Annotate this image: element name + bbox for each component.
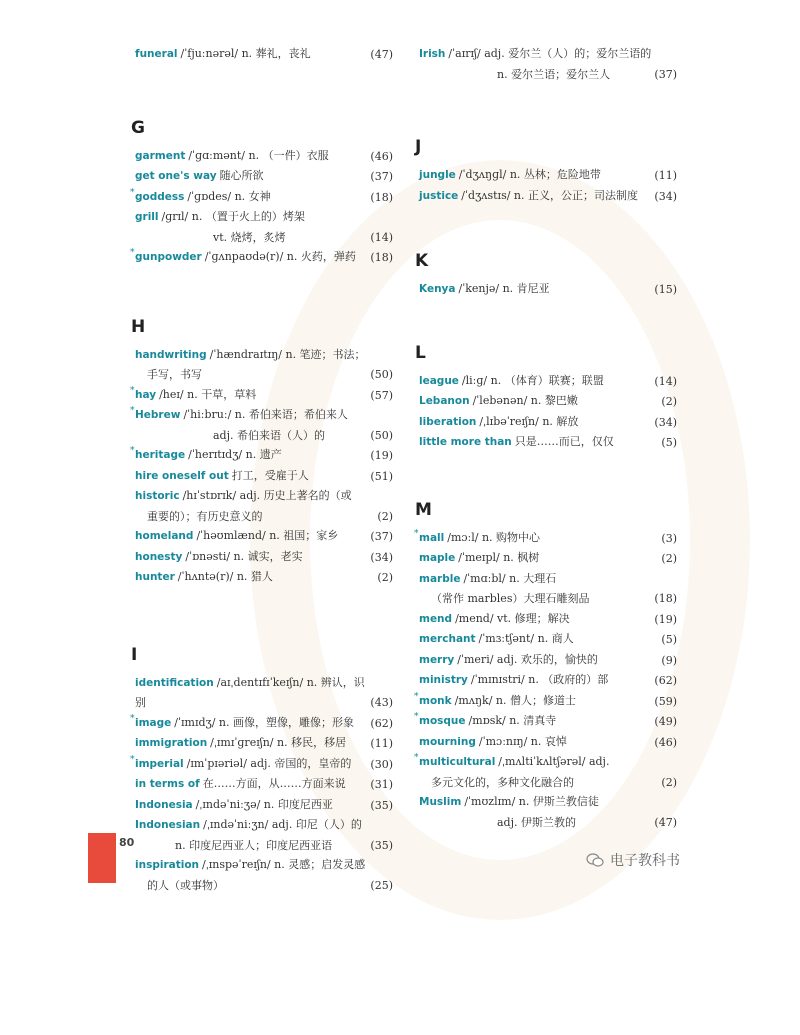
definition: /ˈmɔːnɪŋ/ n. 哀悼 — [478, 734, 567, 748]
definition: /mend/ vt. 修理；解决 — [455, 611, 570, 625]
page-reference: (18) — [370, 190, 393, 204]
wechat-icon — [586, 853, 604, 867]
glossary-entry — [130, 445, 393, 466]
glossary-entry — [419, 732, 677, 753]
glossary-entry — [419, 792, 677, 832]
brand-label: 电子教科书 — [610, 853, 680, 869]
glossary-entry — [419, 650, 677, 671]
glossary-entry — [419, 391, 677, 412]
glossary-entry — [414, 691, 677, 712]
brand-watermark — [586, 850, 680, 870]
headword: image — [135, 716, 172, 729]
headword: Indonesia — [135, 798, 193, 811]
glossary-entry — [419, 165, 677, 186]
section-k — [415, 250, 677, 300]
page-reference: (37) — [370, 170, 393, 183]
glossary-entry — [130, 405, 393, 445]
page-reference: (11) — [370, 737, 393, 750]
headword: Lebanon — [419, 395, 470, 407]
page-reference: (59) — [654, 694, 677, 708]
glossary-entry — [130, 713, 393, 734]
star-mark: * — [130, 406, 135, 416]
headword: monk — [419, 694, 452, 707]
definition: /ˈhiːbruː/ n. 希伯来语；希伯来人 — [183, 408, 348, 421]
headword: Indonesian — [135, 819, 201, 831]
definition: /ˈhəʊmlænd/ n. 祖国；家乡 — [196, 529, 339, 542]
glossary-entry — [135, 855, 393, 895]
headword: Irish — [419, 48, 446, 60]
right-column — [414, 44, 677, 832]
glossary-entry — [135, 146, 393, 167]
definition: /mɒsk/ n. 清真寺 — [468, 714, 557, 727]
glossary-entry — [419, 186, 677, 207]
glossary-entry — [135, 44, 393, 65]
definition: /ˈmʊzlɪm/ n. 伊斯兰教信徒 — [464, 795, 599, 808]
definition: 随心所欲 — [219, 169, 264, 182]
definition: /ˈaɪrɪʃ/ adj. 爱尔兰（人）的；爱尔兰语的 — [448, 47, 652, 60]
definition: /ˈmeɪpl/ n. 枫树 — [458, 551, 540, 564]
page-reference: (2) — [661, 552, 677, 565]
definition-continued: n. 爱尔兰语；爱尔兰人 — [497, 67, 611, 81]
page-reference: (51) — [370, 469, 393, 483]
section-letter: I — [131, 644, 138, 665]
glossary-entry — [414, 711, 677, 732]
definition: /aɪˌdentɪfɪˈkeɪʃn/ n. 辨认，识别 — [135, 675, 365, 709]
definition: /ˈmɑːbl/ n. 大理石 — [463, 571, 557, 585]
definition: /ɪmˈpɪəriəl/ adj. 帝国的，皇帝的 — [186, 756, 352, 770]
headword: hay — [135, 388, 157, 401]
glossary-entry — [419, 279, 677, 300]
glossary-entry — [135, 486, 393, 526]
glossary-entry — [135, 774, 393, 795]
definition-continued: 手写，书写 — [147, 368, 202, 381]
headword: heritage — [135, 449, 186, 461]
left-column — [130, 44, 393, 895]
glossary-entry — [419, 371, 677, 392]
headword: league — [419, 374, 459, 387]
glossary-entry — [135, 673, 393, 713]
glossary-entry — [419, 548, 677, 569]
page-reference: (5) — [661, 633, 677, 646]
page-reference: (47) — [370, 48, 393, 61]
definition: /ˌɪnspəˈreɪʃn/ n. 灵感；启发灵感 — [202, 858, 366, 871]
definition: /ˈmɪnɪstri/ n. （政府的）部 — [470, 673, 609, 686]
page-reference: (30) — [370, 757, 393, 771]
glossary-entry — [135, 733, 393, 754]
page-reference: (14) — [370, 230, 393, 244]
glossary-entry — [419, 44, 677, 84]
glossary-entry — [135, 795, 393, 816]
headword: jungle — [419, 169, 456, 181]
page-reference: (2) — [377, 509, 393, 523]
definition-continued: adj. 伊斯兰教的 — [497, 815, 577, 829]
headword: justice — [419, 189, 459, 202]
glossary-entry — [135, 547, 393, 568]
page-reference: (50) — [370, 428, 393, 442]
page-reference: (9) — [661, 653, 677, 667]
headword: hire oneself out — [135, 469, 229, 482]
section-top — [419, 44, 677, 84]
definition: /ˈɡɒdes/ n. 女神 — [187, 189, 271, 203]
glossary-entry — [419, 432, 677, 453]
section-l — [415, 342, 677, 453]
section-i — [130, 644, 393, 896]
headword: hunter — [135, 571, 175, 583]
star-mark: * — [130, 713, 135, 724]
definition: /ˈhændraɪtɪŋ/ n. 笔迹；书法； — [209, 347, 366, 361]
section-g — [130, 117, 393, 268]
page-reference: (2) — [377, 571, 393, 584]
definition: /liːɡ/ n. （体育）联赛；联盟 — [461, 373, 604, 387]
headword: little more than — [419, 436, 512, 448]
definition: /ˈmeri/ adj. 欢乐的，愉快的 — [457, 652, 598, 666]
headword: multicultural — [419, 756, 496, 768]
page-reference: (3) — [661, 531, 677, 545]
headword: get one's way — [135, 170, 217, 182]
headword: grill — [135, 211, 159, 223]
definition: /hɪˈstɒrɪk/ adj. 历史上著名的（或 — [182, 489, 352, 502]
page-reference: (18) — [370, 251, 393, 264]
page-reference: (25) — [370, 878, 393, 892]
headword: mosque — [419, 715, 466, 727]
page-reference: (46) — [654, 735, 677, 749]
page-reference: (11) — [654, 169, 677, 182]
page-reference: (19) — [654, 612, 677, 626]
glossary-entry — [135, 466, 393, 487]
definition: /ˈfjuːnərəl/ n. 葬礼，丧礼 — [180, 47, 311, 60]
glossary-entry — [135, 345, 393, 385]
definition: /ˈɡʌnpaʊdə(r)/ n. 火药，弹药 — [204, 250, 356, 263]
page-reference: (18) — [654, 592, 677, 605]
section-m — [414, 499, 677, 833]
page-reference: (62) — [370, 716, 393, 730]
headword: homeland — [135, 530, 194, 542]
page-reference: (31) — [370, 778, 393, 791]
definition: /ˈdʒʌŋɡl/ n. 丛林；危险地带 — [458, 168, 601, 181]
definition: /ˌɪndəˈniːʒn/ adj. 印尼（人）的 — [203, 818, 362, 831]
page-reference: (50) — [370, 368, 393, 381]
headword: liberation — [419, 415, 477, 428]
section-letter: K — [415, 251, 429, 271]
page-reference: (46) — [370, 149, 393, 163]
headword: handwriting — [135, 348, 207, 361]
section-letter: G — [131, 117, 145, 138]
star-mark: * — [130, 187, 135, 198]
definition-continued: vt. 烧烤，炙烤 — [213, 230, 286, 244]
page-reference: (35) — [370, 838, 393, 852]
headword: gunpowder — [135, 251, 202, 263]
definition: /ˌlɪbəˈreɪʃn/ n. 解放 — [479, 414, 579, 428]
definition: /ˈɒnəsti/ n. 诚实，老实 — [185, 549, 303, 563]
definition: 打工，受雇于人 — [231, 468, 309, 482]
headword: inspiration — [135, 859, 200, 871]
section-letter: L — [415, 342, 426, 363]
star-mark: * — [414, 691, 419, 702]
star-mark: * — [414, 753, 419, 763]
page-reference: (14) — [654, 374, 677, 388]
headword: funeral — [135, 48, 178, 60]
glossary-entry — [130, 754, 393, 775]
headword: imperial — [135, 757, 184, 770]
glossary-entry — [135, 207, 393, 247]
definition: /ɡrɪl/ n. （置于火上的）烤架 — [161, 210, 305, 223]
glossary-entry — [419, 670, 677, 691]
headword: immigration — [135, 737, 208, 749]
glossary-entry — [419, 569, 677, 609]
definition: /ˈmɜːtʃənt/ n. 商人 — [478, 632, 574, 645]
glossary-entry — [414, 528, 677, 549]
glossary-entry — [130, 385, 393, 406]
headword: merchant — [419, 633, 476, 645]
page-number: 80 — [119, 836, 135, 849]
definition: /ˈdʒʌstɪs/ n. 正义，公正；司法制度 — [461, 188, 638, 202]
definition: /ˈlebənən/ n. 黎巴嫩 — [472, 394, 578, 407]
definition: /heɪ/ n. 干草，草料 — [159, 387, 257, 401]
page-reference: (15) — [654, 283, 677, 296]
glossary-entry — [414, 752, 677, 792]
glossary-entry — [130, 187, 393, 208]
glossary-entry — [130, 247, 393, 268]
glossary-entry — [419, 412, 677, 433]
glossary-entry — [135, 166, 393, 187]
page-reference: (62) — [654, 674, 677, 687]
headword: historic — [135, 490, 180, 502]
definition: /ˌɪmɪˈɡreɪʃn/ n. 移民，移居 — [210, 736, 347, 749]
glossary-entry — [135, 526, 393, 547]
page-reference: (35) — [370, 798, 393, 812]
page-reference: (43) — [370, 696, 393, 709]
headword: Muslim — [419, 796, 462, 808]
definition-continued: （常作 marbles）大理石雕刻品 — [431, 592, 590, 605]
headword: mend — [419, 612, 453, 625]
section-letter: M — [415, 499, 432, 520]
star-mark: * — [130, 754, 135, 765]
headword: marble — [419, 572, 461, 585]
star-mark: * — [130, 385, 135, 396]
page-reference: (37) — [654, 67, 677, 81]
headword: ministry — [419, 674, 468, 686]
page-reference: (49) — [654, 715, 677, 728]
headword: merry — [419, 653, 455, 666]
headword: mourning — [419, 735, 476, 748]
headword: identification — [135, 676, 214, 689]
definition-continued: 重要的）；有历史意义的 — [147, 509, 263, 523]
page-reference: (37) — [370, 530, 393, 543]
star-mark: * — [414, 712, 419, 722]
star-mark: * — [414, 528, 419, 539]
headword: Hebrew — [135, 409, 181, 421]
definition-continued: 的人（或事物） — [147, 878, 224, 892]
section-h — [130, 316, 393, 588]
page-reference: (57) — [370, 388, 393, 402]
section-letter: H — [131, 316, 146, 337]
glossary-entry — [419, 609, 677, 630]
definition: 在……方面，从……方面来说 — [202, 777, 346, 790]
page-reference: (2) — [661, 395, 677, 408]
definition: /ˈhʌntə(r)/ n. 猎人 — [177, 570, 273, 583]
page-reference: (5) — [661, 436, 677, 449]
definition-continued: adj. 希伯来语（人）的 — [213, 428, 326, 442]
section-j — [415, 136, 677, 206]
definition: /ˈkenjə/ n. 肯尼亚 — [458, 282, 550, 295]
headword: maple — [419, 552, 456, 564]
star-mark: * — [130, 446, 135, 456]
section-letter: J — [415, 137, 422, 157]
definition: /ˈɡɑːmənt/ n. （一件）衣服 — [188, 148, 329, 162]
star-mark: * — [130, 248, 135, 258]
definition: /ˈherɪtɪdʒ/ n. 遗产 — [188, 448, 282, 461]
definition: /ˈɪmɪdʒ/ n. 画像，塑像，雕像；形象 — [174, 715, 354, 729]
definition: /mʌŋk/ n. 僧人；修道士 — [454, 693, 577, 707]
definition-continued: n. 印度尼西亚人；印度尼西亚语 — [175, 838, 333, 852]
page-reference: (34) — [654, 415, 677, 429]
page-reference: (47) — [654, 815, 677, 829]
headword: in terms of — [135, 778, 200, 790]
definition: 只是……而已，仅仅 — [514, 435, 614, 448]
headword: honesty — [135, 550, 183, 563]
glossary-entry — [135, 815, 393, 855]
headword: goddess — [135, 190, 185, 203]
page-tab — [88, 833, 116, 883]
page-reference: (2) — [661, 775, 677, 789]
definition: /ˌmʌltiˈkʌltʃərəl/ adj. — [498, 755, 610, 768]
definition-continued: 多元文化的，多种文化融合的 — [431, 775, 574, 789]
page-reference: (34) — [654, 189, 677, 203]
headword: garment — [135, 149, 186, 162]
glossary-entry — [135, 567, 393, 588]
section-top — [135, 44, 393, 65]
headword: Kenya — [419, 283, 456, 295]
definition: /mɔːl/ n. 购物中心 — [447, 530, 541, 544]
page-reference: (34) — [370, 550, 393, 564]
headword: mall — [419, 531, 445, 544]
page-reference: (19) — [370, 449, 393, 462]
definition: /ˌɪndəˈniːʒə/ n. 印度尼西亚 — [195, 797, 333, 811]
glossary-entry — [419, 629, 677, 650]
